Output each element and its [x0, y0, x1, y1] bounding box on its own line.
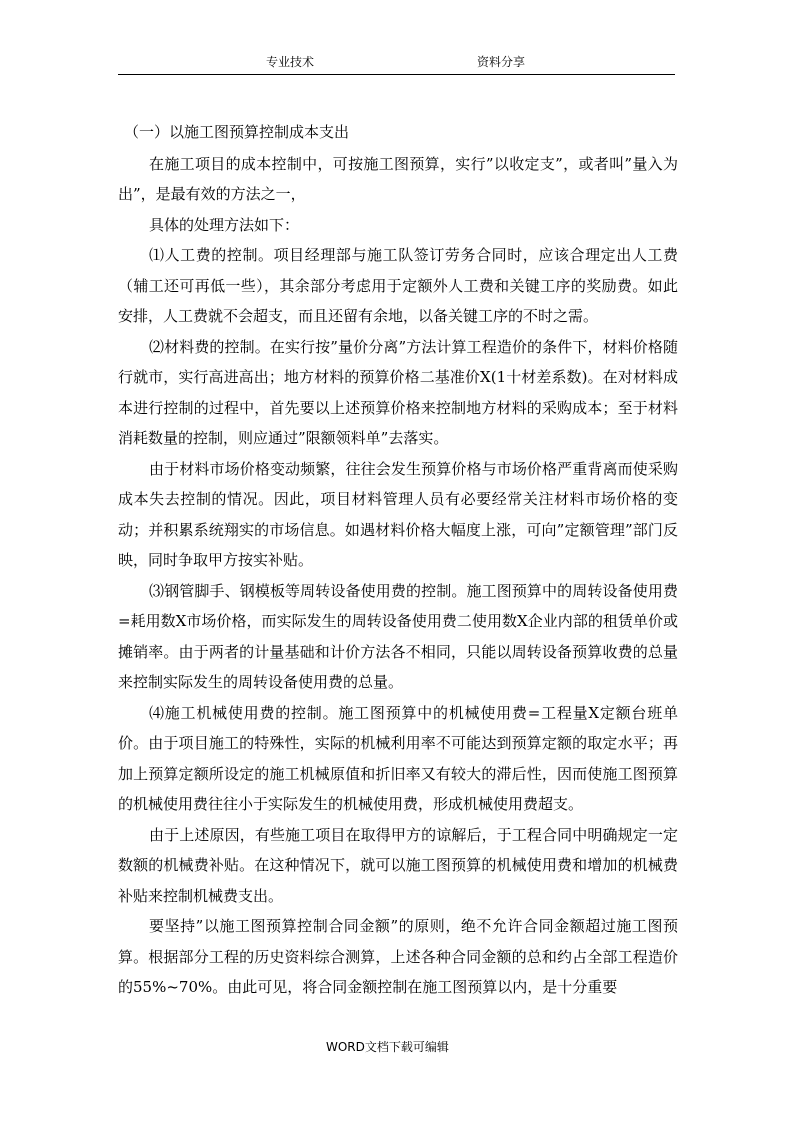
- paragraph-methods: 具体的处理方法如下：: [149, 215, 300, 234]
- paragraph-equipment-cost: ⑶钢管脚手、钢模板等周转设备使用费的控制。施工图预算中的周转设备使用费=耗用数X市场价格，而实际发生的周转设备使用费二使用数X企业内部的租赁单价或摊销率。由于两者的计量基础和计价方法各不相同，只能以周转设备预算收费的总量来控制实际发生的周转设备使用费的总量。: [118, 581, 678, 691]
- section-heading: （一）以施工图预算控制成本支出: [124, 123, 350, 141]
- paragraph-material-market: 由于材料市场价格变动频繁，往往会发生预算价格与市场价格严重背离而使采购成本失去控制的情况。因此，项目材料管理人员有必要经常关注材料市场价格的变动；并积累系统翔实的市场信息。如遇材料价格大幅度上涨，可向”定额管理”部门反映，同时争取甲方按实补贴。: [118, 459, 678, 569]
- header-right-text: 资料分享: [477, 55, 526, 69]
- paragraph-material-cost: ⑵材料费的控制。在实行按”量价分离”方法计算工程造价的条件下，材料价格随行就市，实行高进高出；地方材料的预算价格二基准价X(1十材差系数)。在对材料成本进行控制的过程中，首先要以上述预算价格来控制地方材料的采购成本；至于材料消耗数量的控制，则应通过”限额领料单”去落实。: [118, 337, 678, 447]
- paragraph-machinery-cost: ⑷施工机械使用费的控制。施工图预算中的机械使用费=工程量X定额台班单价。由于项目施工的特殊性，实际的机械利用率不可能达到预算定额的取定水平；再加上预算定额所设定的施工机械原值和折旧率又有较大的滞后性，因而使施工图预算的机械使用费往往小于实际发生的机械使用费，形成机械使用费超支。: [118, 703, 678, 813]
- paragraph-labor-cost: ⑴人工费的控制。项目经理部与施工队签订劳务合同时，应该合理定出人工费（辅工还可再低一些），其余部分考虑用于定额外人工费和关键工序的奖励费。如此安排，人工费就不会超支，而且还留有余地，以备关键工序的不时之需。: [118, 246, 678, 325]
- paragraph-machinery-subsidy: 由于上述原因，有些施工项目在取得甲方的谅解后，于工程合同中明确规定一定数额的机械费补贴。在这种情况下，就可以施工图预算的机械使用费和增加的机械费补贴来控制机械费支出。: [118, 825, 678, 905]
- page-header: [118, 52, 675, 75]
- paragraph-intro: 在施工项目的成本控制中，可按施工图预算，实行”以收定支”，或者叫”量入为出”，是最有效的方法之一，: [118, 154, 678, 203]
- page-footer: WORD文档下载可编辑: [326, 1040, 449, 1054]
- document-body: [118, 117, 678, 1003]
- paragraph-contract-amount: 要坚持”以施工图预算控制合同金额”的原则，绝不允许合同金额超过施工图预算。根据部分工程的历史资料综合测算，上述各种合同金额的总和约占全部工程造价的55%~70%。由此可见，将合同金额控制在施工图预算以内，是十分重要: [118, 917, 678, 996]
- header-left-text: 专业技术: [266, 55, 315, 69]
